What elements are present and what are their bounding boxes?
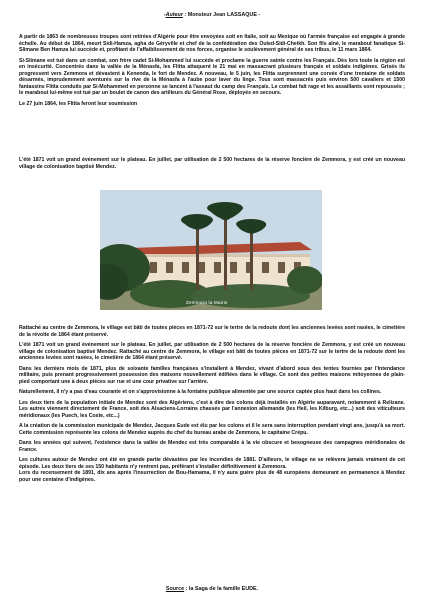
village-intro-section (19, 157, 405, 174)
mairie-photo-drawing (100, 190, 322, 310)
paragraph: Les deux tiers de la population initiale de Mendez sont des Algériens, c'est à dire des colons déjà installés en Algérie auparavant, notamment à Relizane. Les autres viennent directement de France, soit des Alsaciens-Lorrains chassés par l'annexion allemande (les Heil, les Kilburg, etc...) soit des viticulteurs méridionaux (les Puech, les Coste, etc...) (19, 399, 405, 419)
paragraph: Rattaché au centre de Zemmora, le village est bâti de toutes pièces en 1871-72 sur le tertre de la redoute dont les anciennes levées sont rasées, le cimetière de la révolte de 1864 étant préservé. (19, 325, 405, 338)
intro-section (19, 34, 405, 111)
photo-caption: Zemmora la Mairie (186, 300, 228, 305)
author-name: : Monsieur Jean LASSAQUE - (182, 12, 261, 18)
author-line (0, 12, 424, 19)
paragraph: L'été 1871 voit un grand événement sur le plateau. En juillet, par utilisation de 2 500 hectares de la réserve foncière de Zemmora, y est créé un nouveau village de colonisation baptisé Mendez. (19, 157, 405, 170)
paragraph: Le 27 juin 1864, les Flitta feront leur soumission (19, 100, 138, 107)
paragraph: Dans les années qui suivent, l'existence dans la vallée de Mendez est très comparable à la vie obscure et besogneuse des campagnes méridionales de France. (19, 440, 405, 453)
author-prefix: - (163, 12, 166, 18)
paragraph: Les cultures autour de Mendez ont été en grande partie dévastées par les incendies de 1881. D'ailleurs, le village ne se relèvera jamais vraiment de cet épisode. Les deux tiers de ses 150 habitants n'y rentrent pas, préférant s'installer définitivement à Zemmora. (19, 457, 405, 470)
paragraph: Si-Slimane est tué dans un combat, son frère cadet Si-Mohammed lui succède et proclame la guerre sainte contre les Français. Dès lors toute la région est en insécurité. Concentrés dans la vallée de la Ménasfa, les Flitta attaquent le 21 mai en massacrant plusieurs français et soldats indigènes. Grisés ils progressent vers Zemmora et dévastent à Kenenda, le fort de Mendez. A nouveau, le 5 juin, les Flitta surprennent une corvée d'une trentaine de soldats désarmés, imprudemment aventurés sur la rive de la Ménasfa à l'aube pour laver du linge. Tous sont massacrés puis environ 500 cavaliers et 1500 fantassins Flitta conduits par Si-Mohammed en personne se lancent à l'assaut du camp des Français. Le combat fait rage et les assaillants sont repoussés ; le marabout lui-même est tué par un boulet de canon des artilleurs du Général Rose, déployés en secours. (19, 57, 405, 96)
paragraph: L'été 1871 voit un grand événement sur le plateau. En juillet, par utilisation de 2 500 hectares de la réserve foncière de Zemmora, y est créé un nouveau village de colonisation baptisé Mendez. Rattaché au centre de Zemmora, le village est bâti de toutes pièces en 1871-72 sur le tertre de la redoute dont les anciennes levées sont rasées, le cimetière de 1864 étant préservé. (19, 342, 405, 361)
village-history-section (19, 325, 405, 487)
source-text: : la Saga de la famille EUDE. (184, 586, 259, 592)
paragraph: Lors du recensement de 1891, dix ans après l'insurrection de Bou-Hamama, il n'y aura guère plus de 48 européens demeurant en permanence à Mendez pour une centaine d'indigènes. (19, 470, 405, 483)
paragraph: Naturellement, il n'y a pas d'eau courante et on s'approvisionne à la fontaine publique alimentée par une source captée plus haut dans les collines. (19, 389, 382, 395)
author-label: Auteur (165, 12, 183, 18)
mairie-photo (100, 190, 322, 310)
paragraph: Dans les derniers mois de 1871, plus de soixante familles françaises s'installent à Mendez, vivant d'abord sous des tentes fournies par l'Intendance militaire, puis prenant progressivement possession des maisons nouvellement édifiées dans le village. Ce sont des petites maisons mitoyennes de plain-pied comportant une à deux pièces sur rue et une cour privative sur l'arrière. (19, 365, 405, 385)
source-line (0, 586, 424, 592)
source-label: Source (165, 586, 185, 592)
paragraph: A la création de la commission municipale de Mendez, Jacques Eude est élu par les colons et il le sera sans interruption pendant vingt ans, jusqu'à sa mort. Cette commission représente les colons de Mendez auprès du chef du bureau arabe de Zemmora, le capitaine Crépu. (19, 423, 405, 436)
paragraph: A partir de 1863 de nombreuses troupes sont retirées d'Algérie pour être envoyées soit en Italie, soit au Mexique où l'armée française est engagée à grande échelle. Au début de 1864, meurt Sidi-Hamza, agha de Géryville et chef de la confédération des Ouled-Sidi-Cheikh. Son fils aîné, le marabout fanatique Si-Slimane Ben Hamza lui succède et, profitant de l'affaiblissement de nos forces, organise le soulèvement général de ses tribus, le 11 mars 1864. (19, 34, 405, 53)
